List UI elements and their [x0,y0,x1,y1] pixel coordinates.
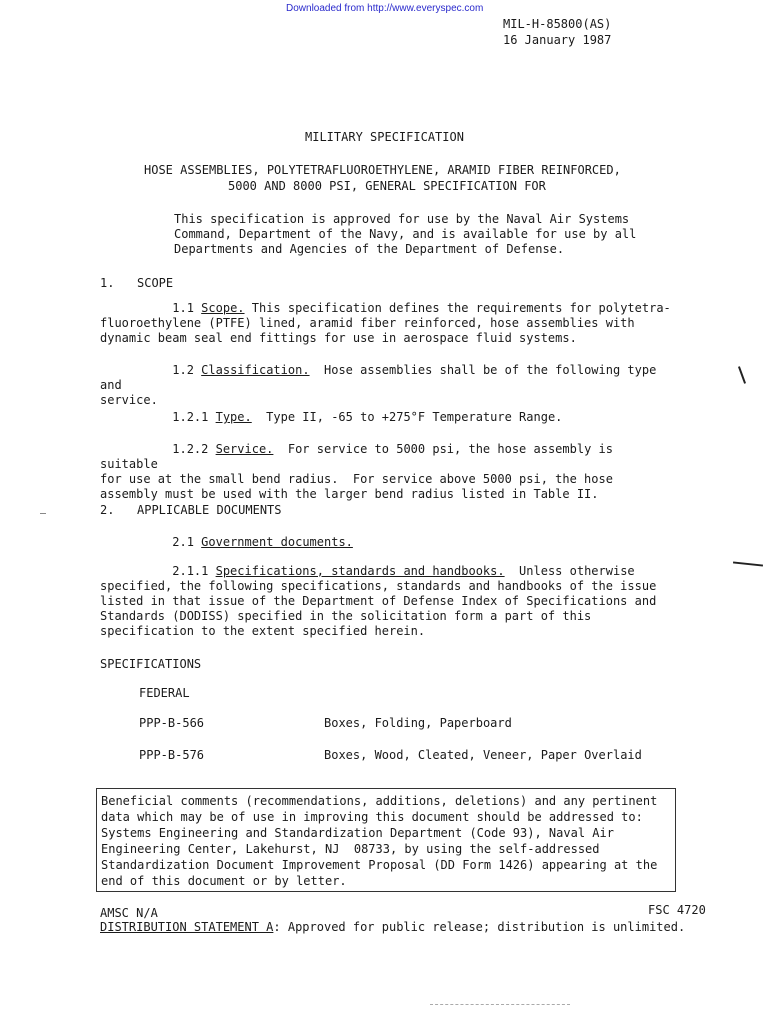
scan-mark [430,1004,570,1005]
specifications-heading-list: SPECIFICATIONS [100,657,202,671]
distribution-statement-label: DISTRIBUTION STATEMENT A [100,920,274,934]
paragraph-1-1: 1.1 Scope. This specification defines the requirements for polytetra- fluoroethylene (PTFE) lined, aramid fiber reinforced, hose assemblies with dynamic beam seal end fittings for use in aerospace fluid systems. [100,301,671,345]
spec-id: PPP-B-576 [139,748,205,762]
comments-text: Beneficial comments (recommendations, additions, deletions) and any pertinent data which may be of use in improving this document should be addressed to: Systems Engineering and Standardization Department (Code 93), Naval Air Engineering Center, Lakehurst, NJ 08733, by using the self-addressed Standardization Document Improvement Proposal (DD Form 1426) appearing at the end of this document or by letter. [101,794,658,888]
spec-id: PPP-B-566 [139,716,205,730]
document-id: MIL-H-85800(AS) [503,17,612,31]
approval-statement: This specification is approved for use by the Naval Air Systems Command, Department of the Navy, and is available for use by all Departments and Agencies of the Department of Defense. [174,212,637,256]
paragraph-2-1-1: 2.1.1 Specifications, standards and handbooks. Unless otherwise specified, the following specifications, standards and handbooks of the issue listed in that issue of the Department of Defense Index of Specifications and Standards (DODISS) specified in the solicitation form a part of this specification to the extent specified herein. [100,564,657,638]
specifications-heading: Specifications, standards and handbooks. [215,564,505,578]
section-1-title: SCOPE [137,276,174,290]
amsc-label: AMSC N/A [100,906,158,920]
spec-description: Boxes, Wood, Cleated, Veneer, Paper Overlaid [324,748,642,762]
federal-subheading: FEDERAL [139,686,190,700]
fsc-label: FSC 4720 [648,903,706,917]
section-2-title: APPLICABLE DOCUMENTS [137,503,282,517]
scan-mark [738,366,746,384]
distribution-statement: DISTRIBUTION STATEMENT A: Approved for public release; distribution is unlimited. [100,920,686,934]
section-1-number: 1. [100,276,115,290]
download-link[interactable]: Downloaded from http://www.everyspec.com [286,3,484,14]
title-line-2: 5000 AND 8000 PSI, GENERAL SPECIFICATION FOR [228,179,546,193]
title-line-1: HOSE ASSEMBLIES, POLYTETRAFLUOROETHYLENE, ARAMID FIBER REINFORCED, [144,163,621,177]
paragraph-1-2-2: 1.2.2 Service. For service to 5000 psi, the hose assembly is suitable for use at the small bend radius. For service above 5000 psi, the hose assembly must be used with the larger bend radius listed in Table II. [100,442,621,501]
spec-description: Boxes, Folding, Paperboard [324,716,512,730]
spec-type-heading: MILITARY SPECIFICATION [305,130,464,144]
paragraph-1-2: 1.2 Classification. Hose assemblies shall be of the following type and service. [100,363,664,407]
paragraph-1-2-1: 1.2.1 Type. Type II, -65 to +275°F Temperature Range. [172,410,563,424]
scope-heading: Scope. [201,301,245,315]
scan-mark [733,561,763,566]
government-documents-heading: Government documents. [201,535,353,549]
service-heading: Service. [215,442,274,456]
section-2-number: 2. [100,503,115,517]
scan-mark [40,513,46,514]
document-date: 16 January 1987 [503,33,612,47]
paragraph-2-1: 2.1 Government documents. [172,535,353,549]
classification-heading: Classification. [201,363,310,377]
comments-box [96,788,676,892]
type-heading: Type. [215,410,252,424]
